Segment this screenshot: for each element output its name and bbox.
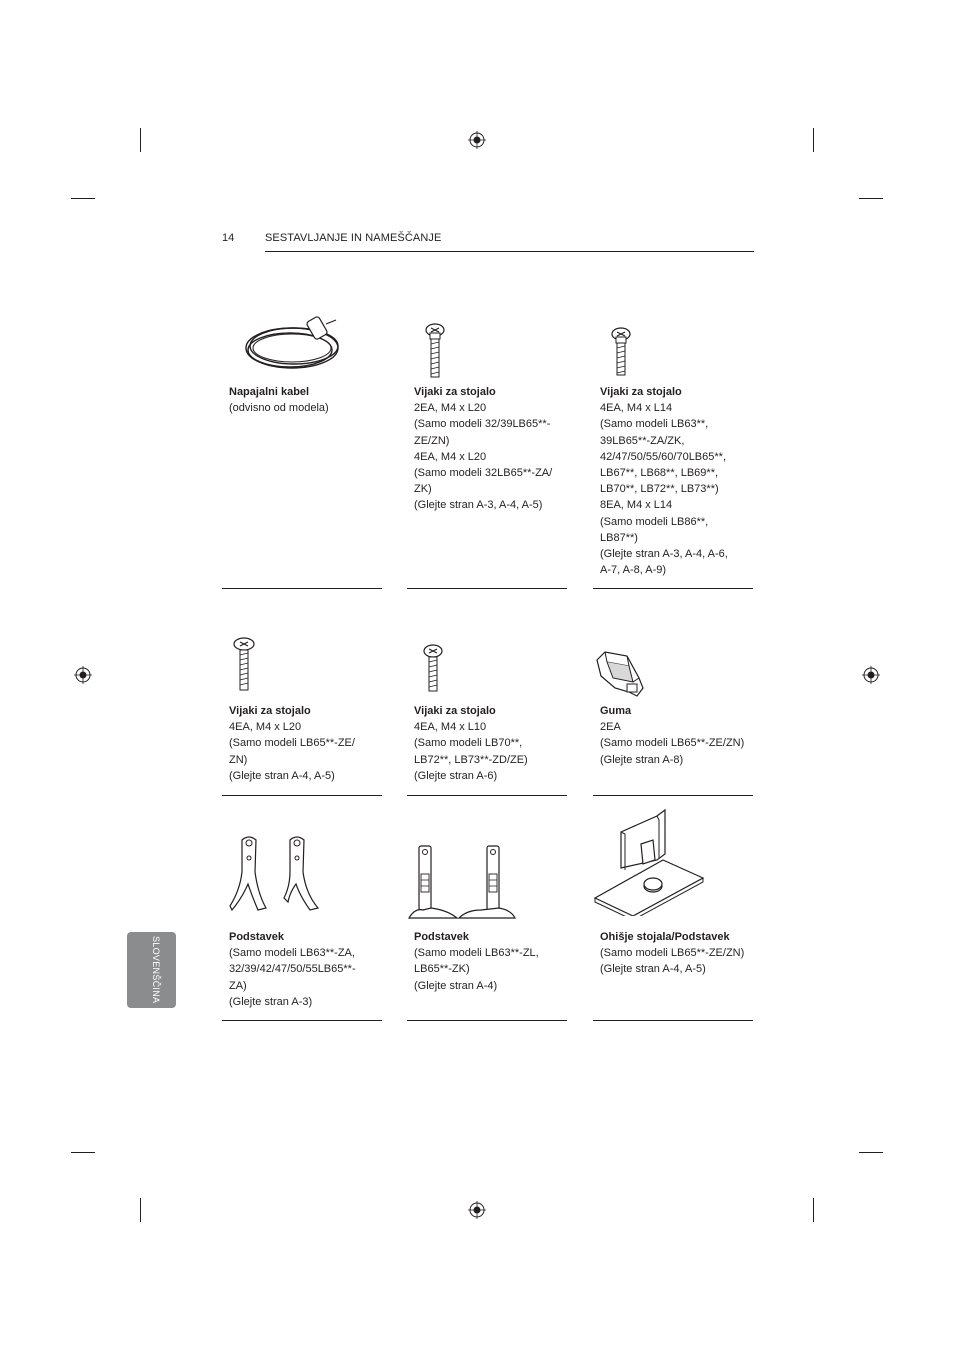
- item-title: Napajalni kabel: [229, 386, 310, 398]
- item-line: (Glejte stran A-4, A-5): [229, 769, 335, 782]
- item-title: Podstavek: [229, 931, 285, 943]
- item-line: ZA): [229, 979, 247, 992]
- item-line: ZE/ZN): [414, 434, 450, 447]
- screw-icon: [593, 324, 753, 380]
- item-line: LB70**, LB72**, LB73**): [600, 483, 719, 496]
- language-tab-label: SLOVENŠČINA: [151, 936, 161, 1004]
- item-divider: [593, 1020, 753, 1021]
- stand-legs-icon: [222, 832, 382, 914]
- item-line: (Samo modeli LB63**-ZA,: [229, 947, 355, 960]
- item-line: (Samo modeli LB63**-ZL,: [414, 947, 539, 960]
- crop-mark: [813, 128, 814, 152]
- item-divider: [407, 1020, 567, 1021]
- item-title: Podstavek: [414, 931, 470, 943]
- item-line: (Glejte stran A-3): [229, 995, 313, 1008]
- item-line: 32/39/42/47/50/55LB65**-: [229, 963, 356, 976]
- item-line: (odvisno od modela): [229, 402, 329, 415]
- item-title: Vijaki za stojalo: [414, 386, 496, 398]
- item-line: 4EA, M4 x L14: [600, 402, 673, 415]
- item-line: (Samo modeli LB86**,: [600, 515, 709, 528]
- crop-mark: [859, 1152, 883, 1153]
- item-divider: [593, 795, 753, 796]
- item-divider: [222, 588, 382, 589]
- section-title: SESTAVLJANJE IN NAMEŠČANJE: [265, 232, 442, 244]
- item-divider: [407, 588, 567, 589]
- item-line: A-7, A-8, A-9): [600, 564, 667, 577]
- item-title: Vijaki za stojalo: [414, 705, 496, 717]
- item-line: (Glejte stran A-3, A-4, A-6,: [600, 548, 728, 561]
- item-line: LB87**): [600, 531, 638, 544]
- header-divider: [265, 251, 754, 252]
- item-line: 4EA, M4 x L20: [229, 721, 302, 734]
- item-line: LB72**, LB73**-ZD/ZE): [414, 753, 528, 766]
- power-cable-icon: [222, 310, 382, 380]
- item-line: (Samo modeli LB65**-ZE/ZN): [600, 737, 745, 750]
- item-title: Vijaki za stojalo: [229, 705, 311, 717]
- crop-mark: [140, 1198, 141, 1222]
- language-tab: [127, 932, 176, 1008]
- item-line: (Glejte stran A-8): [600, 753, 684, 766]
- item-line: 39LB65**-ZA/ZK,: [600, 434, 685, 447]
- item-line: 2EA, M4 x L20: [414, 402, 487, 415]
- crop-mark: [813, 1198, 814, 1222]
- item-line: (Glejte stran A-4, A-5): [600, 963, 706, 976]
- registration-mark-icon: [468, 1201, 486, 1219]
- item-line: LB65**-ZK): [414, 963, 470, 976]
- page-number: 14: [222, 232, 235, 244]
- item-line: (Glejte stran A-4): [414, 979, 498, 992]
- item-line: (Glejte stran A-6): [414, 769, 498, 782]
- item-line: 4EA, M4 x L20: [414, 450, 487, 463]
- crop-mark: [71, 198, 95, 199]
- item-title: Ohišje stojala/Podstavek: [600, 931, 730, 943]
- crop-mark: [859, 198, 883, 199]
- registration-mark-icon: [468, 131, 486, 149]
- item-title: Guma: [600, 705, 632, 717]
- item-line: (Samo modeli LB65**-ZE/ZN): [600, 947, 745, 960]
- rubber-icon: [593, 648, 753, 698]
- stand-feet-icon: [407, 842, 567, 924]
- registration-mark-icon: [862, 666, 880, 684]
- item-line: 42/47/50/55/60/70LB65**,: [600, 450, 727, 463]
- item-line: 2EA: [600, 721, 621, 734]
- stand-base-icon: [593, 804, 753, 916]
- item-title: Vijaki za stojalo: [600, 386, 682, 398]
- registration-mark-icon: [74, 666, 92, 684]
- item-line: ZN): [229, 753, 248, 766]
- item-divider: [593, 588, 753, 589]
- screw-icon: [222, 635, 382, 695]
- item-line: ZK): [414, 483, 432, 496]
- item-line: (Samo modeli LB65**-ZE/: [229, 737, 355, 750]
- item-divider: [407, 795, 567, 796]
- screw-icon: [407, 320, 567, 380]
- item-line: LB67**, LB68**, LB69**,: [600, 467, 719, 480]
- item-line: (Samo modeli 32LB65**-ZA/: [414, 467, 553, 480]
- item-divider: [222, 795, 382, 796]
- item-divider: [222, 1020, 382, 1021]
- crop-mark: [71, 1152, 95, 1153]
- item-line: (Samo modeli LB70**,: [414, 737, 523, 750]
- item-line: (Glejte stran A-3, A-4, A-5): [414, 499, 543, 512]
- crop-mark: [140, 128, 141, 152]
- item-line: 8EA, M4 x L14: [600, 499, 673, 512]
- item-line: (Samo modeli 32/39LB65**-: [414, 418, 551, 431]
- item-line: (Samo modeli LB63**,: [600, 418, 709, 431]
- item-line: 4EA, M4 x L10: [414, 721, 487, 734]
- screw-icon: [407, 642, 567, 694]
